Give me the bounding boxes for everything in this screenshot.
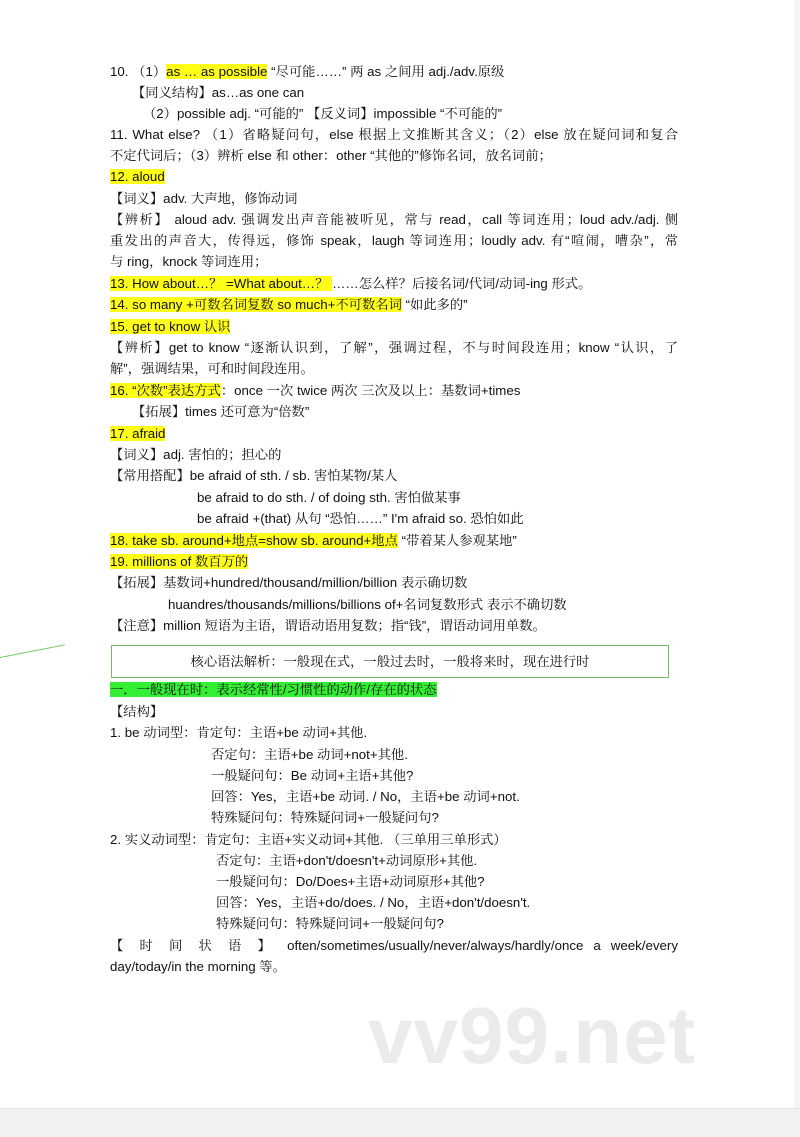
text: ……怎么样？后接名词/代词/动词-ing 形式。 xyxy=(332,276,592,291)
rule-line: 特殊疑问句：特殊疑问词+一般疑问句? xyxy=(216,916,444,931)
structure-label: 【结构】 xyxy=(110,704,164,719)
item-16 xyxy=(110,382,520,400)
time-adverbial-line: 【 时 间 状 语 】 often/sometimes/usually/never/always/hardly/once a week/every xyxy=(110,938,678,953)
analysis-line: 【辨析】 aloud adv. 强调发出声音能被听见，常与 read，call 等词连用；loud adv./adj. 侧 xyxy=(110,212,678,227)
annotation-line xyxy=(0,644,65,658)
highlight-phrase: 17. afraid xyxy=(110,426,166,441)
highlight-phrase: 16. “次数”表达方式 xyxy=(110,383,221,398)
highlight-heading: 一．一般现在时：表示经常性/习惯性的动作/存在的状态 xyxy=(110,682,437,697)
rule-line: 特殊疑问句：特殊疑问词+一般疑问句? xyxy=(211,810,439,825)
rule-line: 否定句：主语+don't/doesn't+动词原形+其他. xyxy=(216,853,478,868)
item-19 xyxy=(110,553,248,571)
bottom-bar xyxy=(0,1108,800,1137)
rule-line: 2. 实义动词型：肯定句：主语+实义动词+其他. （三单用三单形式） xyxy=(110,832,507,847)
collocation-line: be afraid +(that) 从句 “恐怕……” I'm afraid so. 恐怕如此 xyxy=(197,511,524,526)
rule-line: 一般疑问句：Do/Does+主语+动词原形+其他? xyxy=(216,874,485,889)
text: “尽可能……” 两 as 之间用 adj./adv.原级 xyxy=(267,64,505,79)
rule-line: 回答：Yes，主语+do/does. / No，主语+don't/doesn't. xyxy=(216,895,531,910)
meaning-line: 【词义】adv. 大声地，修饰动词 xyxy=(110,191,298,206)
analysis-line: 【辨析】get to know “逐渐认识到，了解”，强调过程，不与时间段连用；know “认识，了 xyxy=(110,340,678,355)
item-12 xyxy=(110,168,165,186)
antonym-line: （2）possible adj. “可能的” 【反义词】impossible “不可能的” xyxy=(143,106,503,121)
note-line: 【注意】million 短语为主语，谓语动语用复数；指“钱”，谓语动词用单数。 xyxy=(110,618,546,633)
scrollbar-track[interactable] xyxy=(794,0,800,1108)
text: “如此多的” xyxy=(401,297,468,312)
watermark: vv99.net xyxy=(368,991,697,1080)
text: “带着某人参观某地” xyxy=(397,533,517,548)
extension-line: 【拓展】times 还可意为“倍数” xyxy=(132,404,310,419)
analysis-line: 重发出的声音大，传得远，修饰 speak，laugh 等词连用；loudly adv. 有“喧闹，嘈杂”，常 xyxy=(110,233,678,248)
highlight-phrase: 14. so many +可数名词复数 so much+不可数名词 xyxy=(110,297,402,312)
extension-line: 【拓展】基数词+hundred/thousand/million/billion 表示确切数 xyxy=(110,575,468,590)
analysis-line: 与 ring，knock 等词连用； xyxy=(110,254,268,269)
extension-line: huandres/thousands/millions/billions of+名词复数形式 表示不确切数 xyxy=(168,597,567,612)
item-11-cont: 不定代词后；（3）辨析 else 和 other：other “其他的”修饰名词，放名词前； xyxy=(110,148,552,163)
analysis-line: 解”，强调结果，可和时间段连用。 xyxy=(110,361,314,376)
highlight-phrase: 18. take sb. around+地点=show sb. around+地点 xyxy=(110,533,398,548)
highlight-phrase: 12. aloud xyxy=(110,169,165,184)
item-15 xyxy=(110,318,230,336)
time-adverbial-line: day/today/in the morning 等。 xyxy=(110,959,286,974)
item-14 xyxy=(110,296,468,314)
text: ：once 一次 twice 两次 三次及以上：基数词+times xyxy=(220,383,521,398)
meaning-line: 【词义】adj. 害怕的；担心的 xyxy=(110,447,282,462)
item-17 xyxy=(110,425,165,443)
rule-line: 1. be 动词型：肯定句：主语+be 动词+其他. xyxy=(110,725,368,740)
item-11: 11. What else? （1）省略疑问句，else 根据上文推断其含义；（2）else 放在疑问词和复合 xyxy=(110,127,678,142)
grammar-heading xyxy=(110,681,437,699)
rule-line: 否定句：主语+be 动词+not+其他. xyxy=(211,747,408,762)
item-18 xyxy=(110,532,517,550)
highlight-phrase: 19. millions of 数百万的 xyxy=(110,554,249,569)
collocation-line: be afraid to do sth. / of doing sth. 害怕做某事 xyxy=(197,490,461,505)
highlight-phrase: 13. How about…？ =What about…？ xyxy=(110,276,333,291)
synonym-line: 【同义结构】as…as one can xyxy=(132,85,305,100)
text: 10. （1） xyxy=(110,64,167,79)
collocation-line: 【常用搭配】be afraid of sth. / sb. 害怕某物/某人 xyxy=(110,468,398,483)
item-13 xyxy=(110,275,591,293)
rule-line: 一般疑问句：Be 动词+主语+其他? xyxy=(211,768,414,783)
highlight-phrase: as … as possible xyxy=(166,64,268,79)
section-title-box: 核心语法解析：一般现在式，一般过去时，一般将来时，现在进行时 xyxy=(111,645,669,678)
rule-line: 回答：Yes，主语+be 动词. / No，主语+be 动词+not. xyxy=(211,789,520,804)
item-10 xyxy=(110,63,504,81)
highlight-phrase: 15. get to know 认识 xyxy=(110,319,231,334)
